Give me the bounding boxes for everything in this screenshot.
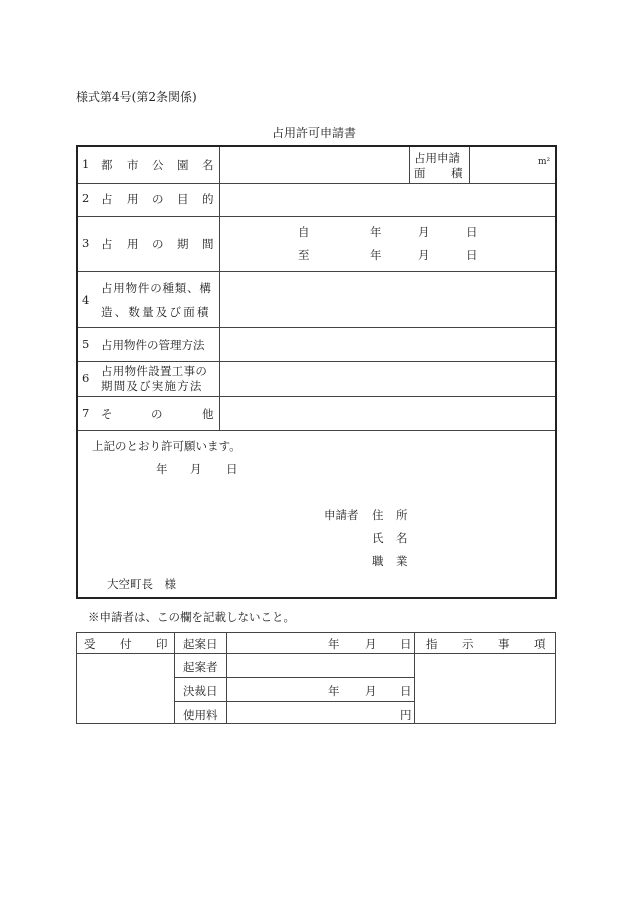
receipt-label-3: 印 [156,637,168,651]
request-year: 年 [156,462,168,476]
name-field[interactable] [412,525,552,545]
label-park-name-1: 都 [101,158,113,172]
drafter-field[interactable] [227,654,412,676]
label-park-name-3: 公 [152,158,164,172]
label-purpose-2: 用 [127,192,139,206]
request-month: 月 [190,462,202,476]
label-period-3: の [152,237,164,251]
row6-number: 6 [82,371,90,385]
address-label-2: 所 [396,508,408,522]
draft-date-day: 日 [400,637,412,651]
label-purpose-1: 占 [101,192,113,206]
area-unit: m² [538,157,551,167]
decision-date-day: 日 [400,684,412,698]
label-construction-1: 占用物件設置工事の [101,364,208,378]
draft-date-label: 起案日 [183,637,218,651]
name-label-2: 名 [396,531,408,545]
label-other-3: 他 [202,407,214,421]
fee-label: 使用料 [183,708,218,722]
label-park-name-2: 市 [127,158,139,172]
receipt-label-2: 付 [120,637,132,651]
row3-number: 3 [82,236,90,250]
request-text: 上記のとおり許可願います。 [92,439,241,453]
row2-number: 2 [82,191,90,205]
office-use-note: ※申請者は、この欄を記載しないこと。 [88,610,295,624]
row5-number: 5 [82,337,90,351]
instructions-field[interactable] [415,653,555,723]
name-label-1: 氏 [372,531,384,545]
construction-field[interactable] [220,362,555,395]
fee-unit: 円 [400,708,412,722]
area-label-top: 占用申請 [414,151,460,165]
drafter-label: 起案者 [183,660,218,674]
label-period-4: 期 [177,237,189,251]
addressee: 大空町長 様 [107,577,176,591]
instructions-label-3: 事 [498,637,510,651]
period-to-month: 月 [418,248,430,262]
label-construction-2: 期間及び実施方法 [101,379,203,393]
job-label-1: 職 [372,554,384,568]
applicant-label: 申請者 [324,508,359,522]
form-number: 様式第4号(第2条関係) [76,90,197,104]
instructions-label-2: 示 [462,637,474,651]
row4-number: 4 [82,293,90,307]
period-to-day: 日 [466,248,478,262]
draft-date-year: 年 [328,637,340,651]
receipt-stamp-area[interactable] [77,653,173,723]
label-purpose-3: の [152,192,164,206]
period-from-year: 年 [370,225,382,239]
instructions-label-1: 指 [426,637,438,651]
area-label-bottom-2: 積 [451,166,463,180]
label-purpose-5: 的 [202,192,214,206]
management-method-field[interactable] [220,328,555,360]
address-label-1: 住 [372,508,384,522]
area-label-bottom-1: 面 [414,166,426,180]
label-property-type-1: 占用物件の種類、構 [101,281,212,295]
purpose-field[interactable] [220,183,555,214]
park-name-field[interactable] [220,148,408,180]
instructions-label-4: 項 [534,637,546,651]
decision-date-year: 年 [328,684,340,698]
label-management-method: 占用物件の管理方法 [101,338,205,352]
row1-number: 1 [82,157,90,171]
form-title: 占用許可申請書 [272,126,357,140]
period-to-year: 年 [370,248,382,262]
label-period-1: 占 [101,237,113,251]
draft-date-month: 月 [365,637,377,651]
other-field[interactable] [220,397,555,429]
period-from: 自 [298,225,310,239]
label-period-2: 用 [127,237,139,251]
label-park-name-4: 園 [177,158,189,172]
occupation-field[interactable] [412,548,552,568]
request-day: 日 [226,462,238,476]
label-property-type-2: 造、数量及び面積 [101,305,211,319]
decision-date-label: 決裁日 [183,684,218,698]
label-park-name-5: 名 [202,158,214,172]
label-period-5: 間 [202,237,214,251]
receipt-label-1: 受 [84,637,96,651]
label-purpose-4: 目 [177,192,189,206]
address-field[interactable] [412,502,552,522]
period-from-day: 日 [466,225,478,239]
decision-date-month: 月 [365,684,377,698]
job-label-2: 業 [396,554,408,568]
period-to: 至 [298,248,310,262]
label-other-1: そ [101,407,113,421]
row7-number: 7 [82,406,90,420]
property-type-field[interactable] [220,272,555,326]
label-other-2: の [151,407,163,421]
period-from-month: 月 [418,225,430,239]
